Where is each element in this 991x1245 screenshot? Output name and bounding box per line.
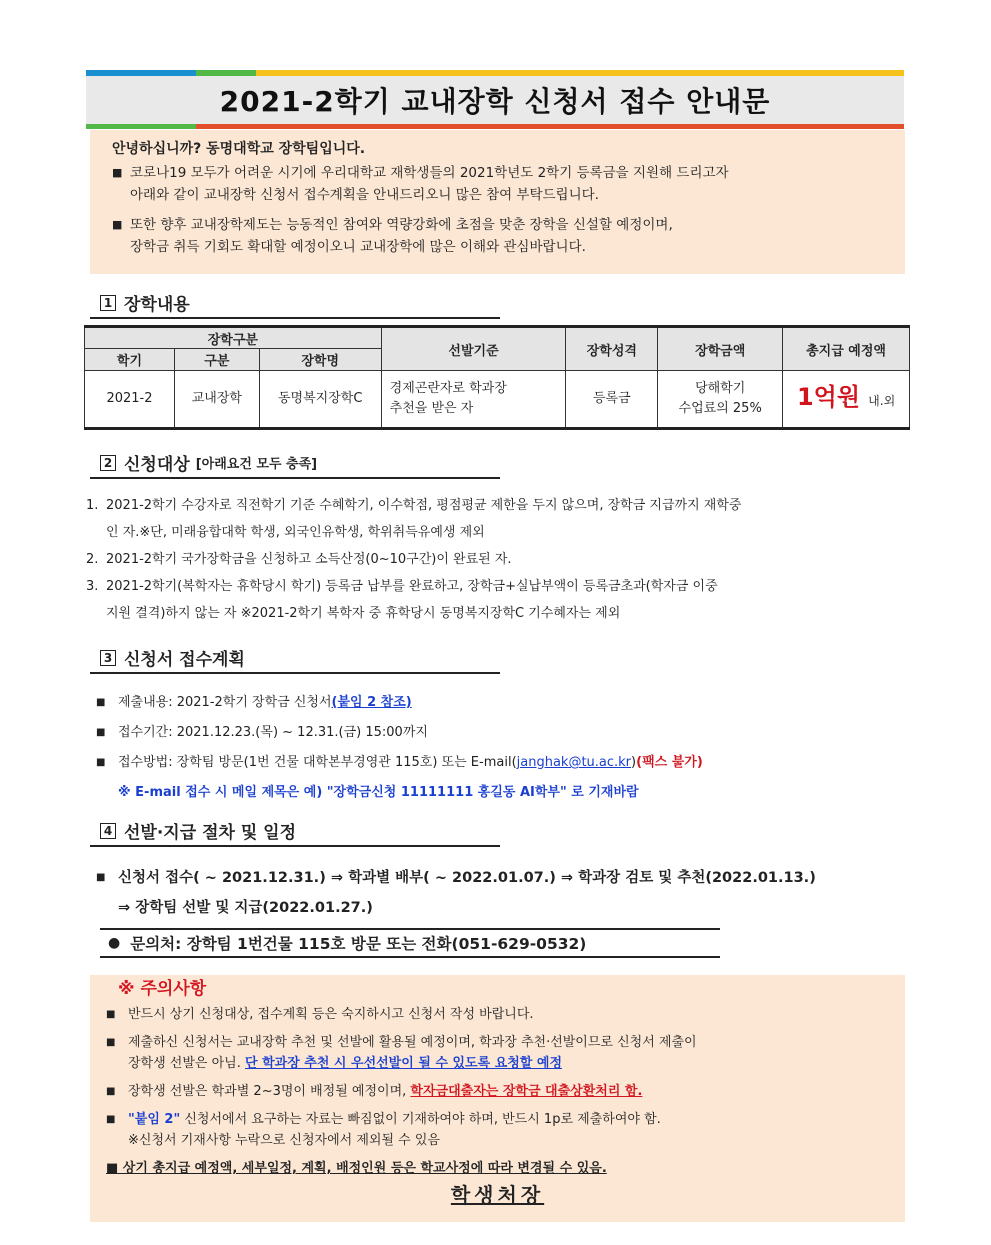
header-total: 총지급 예정액	[783, 327, 910, 371]
section-2-heading	[90, 450, 500, 479]
schedule-text: 신청서 접수( ~ 2021.12.31.) ⇒ 학과별 배부( ~ 2022.01.07.) ⇒ 학과장 검토 및 추천(2022.01.13.)	[118, 870, 816, 886]
scholarship-table	[84, 325, 910, 430]
attachment-link[interactable]: (붙임 2 참조)	[331, 695, 412, 710]
section-subtitle: [아래요건 모두 충족]	[195, 457, 318, 472]
application-plan-list	[96, 688, 896, 808]
submit-label: 제출내용: 2021-2학기 장학금 신청서	[118, 695, 332, 710]
notice-text: 장학생 선발은 학과별 2~3명이 배정될 예정이며,	[128, 1084, 411, 1099]
notice-text: 제출하신 신청서는 교내장학 추천 및 선발에 활용될 예정이며, 학과장 추천·선발이므로 신청서 제출이	[128, 1035, 697, 1050]
square-bullet-icon: ■	[96, 872, 106, 883]
notice-item	[106, 1109, 889, 1151]
item-line: 2021-2학기 수강자로 직전학기 기준 수혜학기, 이수학점, 평점평균 제한을 두지 않으며, 장학금 지급까지 재학중	[106, 498, 742, 513]
notice-box	[90, 975, 905, 1222]
item-line: 2021-2학기(복학자는 휴학당시 학기) 등록금 납부를 완료하고, 장학금+실납부액이 등록금초과(학자금 이중	[106, 579, 718, 594]
total-note: 내.외	[868, 393, 896, 408]
list-item	[96, 748, 896, 778]
signature-office: 학생처장	[450, 1183, 545, 1207]
amount-line-2: 수업료의 25%	[678, 401, 762, 416]
title-top-stripe	[86, 70, 904, 76]
section-title: 장학내용	[124, 295, 190, 315]
eligibility-list	[86, 492, 896, 627]
square-bullet-icon: ■	[96, 697, 106, 708]
item-number: 2.	[86, 552, 99, 567]
section-number: 3	[100, 650, 116, 666]
page-title: 2021-2학기 교내장학 신청서 접수 안내문	[219, 85, 771, 118]
section-3-heading	[90, 645, 500, 674]
header-amount: 장학금액	[658, 327, 783, 371]
section-title: 신청서 접수계획	[124, 650, 245, 670]
cell-amount	[658, 371, 783, 429]
contact-text: 문의처: 장학팀 1번건물 115호 방문 또는 전화(051-629-0532)	[130, 935, 587, 953]
amount-line-1: 당해학기	[695, 381, 746, 396]
cell-name: 동명복지장학C	[259, 371, 381, 429]
item-line: 지원 결격)하지 않는 자 ※2021-2학기 복학자 중 휴학당시 동명복지장학C 기수혜자는 제외	[106, 606, 621, 621]
section-number: 4	[100, 823, 116, 839]
criteria-line-2: 추천을 받은 자	[389, 401, 474, 416]
section-title: 선발·지급 절차 및 일정	[124, 823, 297, 843]
item-number: 1.	[86, 498, 99, 513]
change-disclaimer: ■ 상기 총지급 예정액, 세부일정, 계획, 배정인원 등은 학교사정에 따라 변경될 수 있음.	[106, 1161, 607, 1176]
square-bullet-icon: ■	[96, 727, 106, 738]
title-bottom-stripe	[86, 124, 904, 129]
cell-nature: 등록금	[566, 371, 658, 429]
cell-criteria	[381, 371, 566, 429]
header-scholarship-group: 장학구분	[85, 327, 382, 349]
item-number: 3.	[86, 579, 99, 594]
notice-item	[106, 1081, 889, 1102]
notice-title: ※ 주의사항	[118, 979, 207, 999]
header-type: 구분	[174, 349, 259, 371]
square-bullet-icon: ■	[106, 1114, 116, 1125]
section-title: 신청대상	[124, 455, 190, 475]
cell-total	[783, 371, 910, 429]
list-item	[86, 546, 896, 573]
title-box	[86, 76, 904, 124]
list-item	[96, 778, 896, 808]
schedule-block	[96, 863, 896, 923]
notice-text: 반드시 상기 신청대상, 접수계획 등은 숙지하시고 신청서 작성 바랍니다.	[128, 1007, 534, 1022]
section-number: 1	[100, 295, 116, 311]
list-item	[96, 718, 896, 748]
schedule-line	[96, 893, 896, 923]
loan-note: 학자금대출자는 장학금 대출상환처리 함.	[410, 1084, 643, 1099]
method-text: 접수방법: 장학팀 방문(1번 건물 대학본부경영관 115호) 또는 E-mail(	[118, 755, 517, 770]
notice-text: 신청서에서 요구하는 자료는 빠짐없이 기재하여야 하며, 반드시 1p로 제출하여야 함.	[180, 1112, 661, 1127]
intro-paragraph-1	[112, 162, 883, 206]
contact-bar	[100, 928, 720, 958]
item-line: 인 자.※단, 미래융합대학 학생, 외국인유학생, 학위취득유예생 제외	[106, 525, 485, 540]
header-term: 학기	[85, 349, 175, 371]
notice-item	[106, 1032, 889, 1074]
notice-text: 장학생 선발은 아님.	[128, 1056, 245, 1071]
intro-para1-line1: 코로나19 모두가 어려운 시기에 우리대학교 재학생들의 2021학년도 2학기 등록금을 지원해 드리고자	[130, 165, 729, 181]
table-row	[85, 371, 910, 429]
intro-para2-line2: 장학금 취득 기회도 확대할 예정이오니 교내장학에 많은 이해와 관심바랍니다.	[130, 239, 586, 255]
square-bullet-icon: ■	[96, 757, 106, 768]
criteria-line-1: 경제곤란자로 학과장	[389, 381, 507, 396]
intro-para1-line2: 아래와 같이 교내장학 신청서 접수계획을 안내드리오니 많은 참여 부탁드립니다.	[130, 187, 599, 203]
section-number: 2	[100, 455, 116, 471]
intro-box	[90, 130, 905, 274]
section-1-heading	[90, 290, 500, 319]
email-subject-note: ※ E-mail 접수 시 메일 제목은 예) "장학금신청 11111111 홍길동 AI학부" 로 기재바람	[118, 785, 639, 800]
total-amount: 1억원	[796, 382, 861, 411]
item-line: 2021-2학기 국가장학금을 신청하고 소득산정(0~10구간)이 완료된 자.	[106, 552, 512, 567]
period-text: 접수기간: 2021.12.23.(목) ~ 12.31.(금) 15:00까지	[118, 725, 428, 740]
square-bullet-icon: ■	[106, 1037, 116, 1048]
intro-para2-line1: 또한 향후 교내장학제도는 능동적인 참여와 역량강화에 초점을 맞춘 장학을 신설할 예정이며,	[130, 217, 673, 233]
greeting: 안녕하십니까? 동명대학교 장학팀입니다.	[112, 141, 366, 157]
header-name: 장학명	[259, 349, 381, 371]
no-fax-note: (팩스 불가)	[636, 755, 703, 770]
square-bullet-icon: ■	[106, 1009, 116, 1020]
email-link[interactable]: janghak@tu.ac.kr	[516, 755, 632, 770]
priority-note: 단 학과장 추천 시 우선선발이 될 수 있도록 요청할 예정	[245, 1056, 563, 1071]
notice-text: ※신청서 기재사항 누락으로 신청자에서 제외될 수 있음	[128, 1133, 440, 1148]
square-bullet-icon: ■	[112, 218, 123, 231]
square-bullet-icon: ■	[112, 166, 123, 179]
list-item	[86, 492, 896, 546]
section-4-heading	[90, 818, 500, 847]
attachment-ref: "붙임 2"	[128, 1112, 181, 1127]
intro-paragraph-2	[112, 214, 883, 258]
square-bullet-icon: ■	[106, 1086, 116, 1097]
method-close: )	[631, 755, 637, 770]
header-criteria: 선발기준	[381, 327, 566, 371]
list-item	[86, 573, 896, 627]
header-nature: 장학성격	[566, 327, 658, 371]
cell-term: 2021-2	[85, 371, 175, 429]
title-banner	[86, 70, 904, 129]
cell-type: 교내장학	[174, 371, 259, 429]
notice-item	[106, 1004, 889, 1025]
schedule-line	[96, 863, 896, 893]
circle-bullet-icon: ●	[108, 935, 121, 951]
schedule-text: ⇒ 장학팀 선발 및 지급(2022.01.27.)	[118, 900, 373, 916]
list-item	[96, 688, 896, 718]
